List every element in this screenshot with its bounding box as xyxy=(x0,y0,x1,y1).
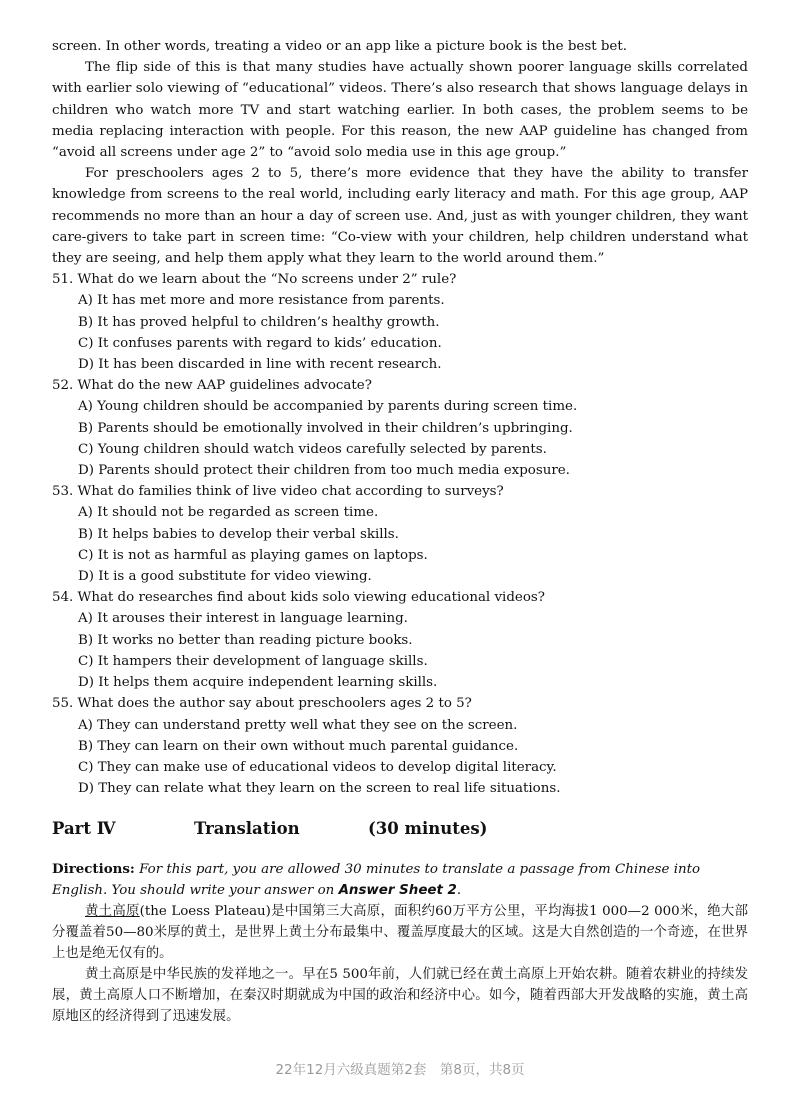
question-52 xyxy=(52,375,748,481)
chinese-paragraph: 黄土高原是中华民族的发祥地之一。早在5 500年前，人们就已经在黄土高原上开始农耕。随着农耕业的持续发展，黄土高原人口不断增加，在秦汉时期就成为中国的政治和经济中心。如今，随着西部大开发战略的实施，黄土高原地区的经济得到了迅速发展。 xyxy=(52,967,748,1025)
option-d: D) Parents should protect their children from too much media exposure. xyxy=(78,463,570,479)
part-time: (30 minutes) xyxy=(368,819,488,839)
chinese-title: 黄土高原 xyxy=(85,904,140,920)
option-b: B) It helps babies to develop their verbal skills. xyxy=(78,526,399,542)
part-title: Translation xyxy=(194,819,300,839)
question-stem: 52. What do the new AAP guidelines advocate? xyxy=(52,378,372,394)
question-stem: 54. What do researches find about kids solo viewing educational videos? xyxy=(52,590,545,606)
option-c: C) It confuses parents with regard to kids’ education. xyxy=(78,335,442,351)
option-c: C) It hampers their development of language skills. xyxy=(78,653,428,669)
option-d: D) They can relate what they learn on the screen to real life situations. xyxy=(78,781,561,797)
option-a: A) They can understand pretty well what they see on the screen. xyxy=(78,717,518,733)
chinese-text: (the Loess Plateau)是中国第三大高原，面积约60万平方公里，平均海拔1 000—2 000米，绝大部分覆盖着50—80米厚的黄土，是世界上黄土分布最集中、覆盖厚度最大的区域。这是大自然创造的一个奇迹，在世界上也是绝无仅有的。 xyxy=(52,904,748,962)
question-stem: 51. What do we learn about the “No screens under 2” rule? xyxy=(52,272,457,288)
answer-sheet-ref: Answer Sheet 2 xyxy=(338,883,457,899)
question-55 xyxy=(52,693,748,799)
part-label: Part Ⅳ xyxy=(52,819,116,839)
passage-paragraph: screen. In other words, treating a video or an app like a picture book is the best bet. xyxy=(52,39,627,54)
option-d: D) It has been discarded in line with recent research. xyxy=(78,357,442,373)
option-c: C) Young children should watch videos carefully selected by parents. xyxy=(78,441,547,457)
chinese-paragraph xyxy=(52,901,748,964)
passage-paragraph: The flip side of this is that many studies have actually shown poorer language skills correlated with earlier solo viewing of “educational” videos. There’s also research that shows language delays in children who watch more TV and start watching earlier. In both cases, the problem seems to be media replacing interaction with people. For this reason, the new AAP guideline has changed from “avoid all screens under age 2” to “avoid solo media use in this age group.” xyxy=(52,60,748,161)
page-content xyxy=(52,36,748,1027)
directions-end: . xyxy=(456,883,462,899)
question-stem: 55. What does the author say about preschoolers ages 2 to 5? xyxy=(52,696,472,712)
option-b: B) It has proved helpful to children’s healthy growth. xyxy=(78,314,440,330)
option-a: A) It should not be regarded as screen time. xyxy=(78,505,379,521)
page-footer: 22年12月六级真题第2套 第8页，共8页 xyxy=(275,1062,525,1078)
option-b: B) It works no better than reading picture books. xyxy=(78,632,413,648)
passage-paragraph: For preschoolers ages 2 to 5, there’s more evidence that they have the ability to transfer knowledge from screens to the real world, including early literacy and math. For this age group, AAP recommends no more than an hour a day of screen use. And, just as with younger children, they want care-givers to take part in screen time: “Co-view with your children, help children understand what they are seeing, and help them apply what they learn to the world around them.” xyxy=(52,166,748,267)
option-c: C) It is not as harmful as playing games on laptops. xyxy=(78,547,428,563)
option-a: A) It has met more and more resistance from parents. xyxy=(78,293,445,309)
option-a: A) It arouses their interest in language learning. xyxy=(78,611,408,627)
option-b: B) Parents should be emotionally involved in their children’s upbringing. xyxy=(78,420,573,436)
question-stem: 53. What do families think of live video chat according to surveys? xyxy=(52,484,504,500)
directions xyxy=(52,859,748,901)
option-c: C) They can make use of educational videos to develop digital literacy. xyxy=(78,759,557,775)
question-53 xyxy=(52,481,748,587)
directions-text: For this part, you are allowed 30 minutes to translate a passage from Chinese into English. You should write your answer on xyxy=(52,862,701,899)
part-heading xyxy=(52,819,748,847)
option-d: D) It is a good substitute for video viewing. xyxy=(78,569,372,585)
question-51 xyxy=(52,269,748,375)
directions-label: Directions: xyxy=(52,861,135,878)
option-d: D) It helps them acquire independent learning skills. xyxy=(78,675,438,691)
option-b: B) They can learn on their own without much parental guidance. xyxy=(78,738,519,754)
option-a: A) Young children should be accompanied by parents during screen time. xyxy=(78,399,578,415)
question-54 xyxy=(52,587,748,693)
